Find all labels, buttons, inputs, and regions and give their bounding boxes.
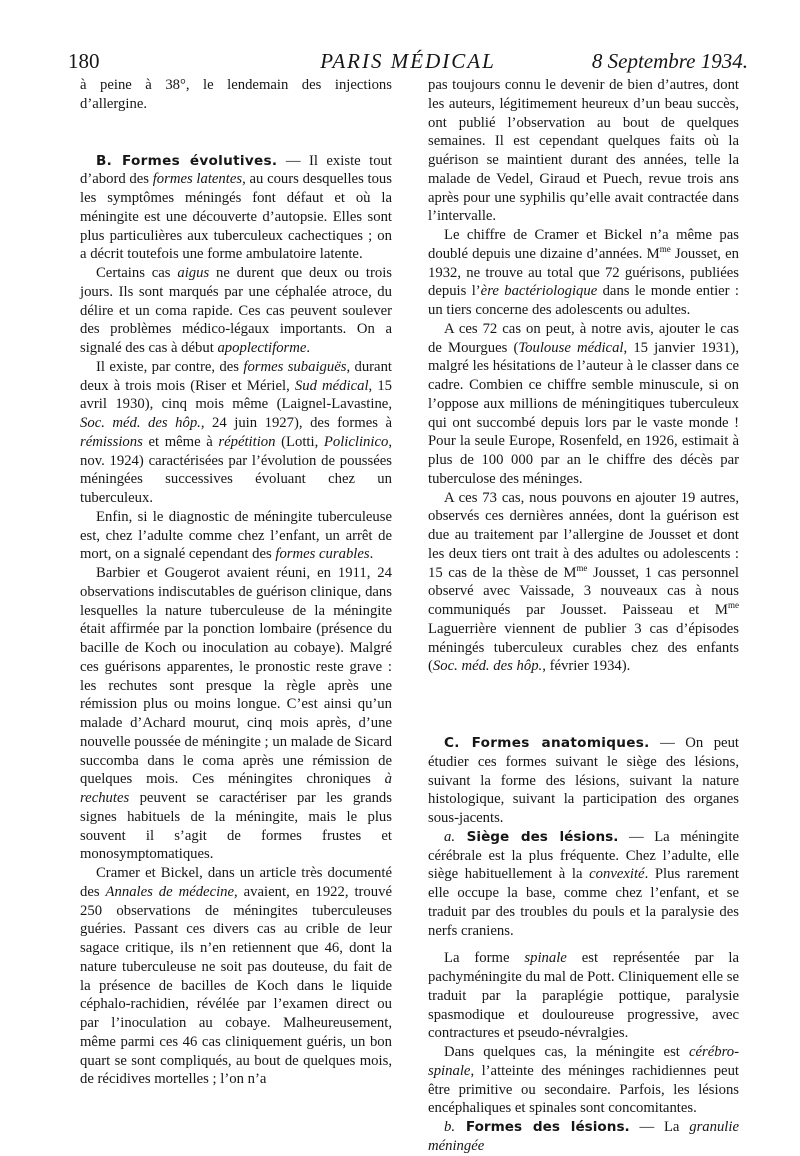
section-heading-formes-evolutives: B. Formes évolutives. — [96, 152, 278, 169]
page-number: 180 — [68, 49, 100, 73]
paragraph-formes-curables: Enfin, si le diagnostic de méningite tuberculeuse est, chez l’adulte comme chez l’enfant, un arrêt de mort, on a signalé cependant des formes curables. — [80, 508, 392, 563]
issue-date: 8 Septembre 1934. — [591, 49, 748, 73]
right-column — [428, 76, 739, 1156]
paragraph-forme-spinale: La forme spinale est représentée par la pachyméningite du mal de Pott. Cliniquement elle se traduit par la paraplégie pottique, paralysie spasmodique et douloureuse progressive, avec contractures et pseudo-névralgies. — [428, 950, 740, 1042]
paragraph-formes-evolutives: B. Formes évolutives. — Il existe tout d’abord des formes latentes, au cours desquelles tous les symptômes méningés font défaut et où la méningite est une découverte d’autopsie. Elles sont plus particulières aux tuberculeux cachectiques ; on a décrit toutefois une forme ambulatoire latente. — [80, 152, 392, 263]
running-header — [68, 48, 748, 76]
paragraph-barbier-gougerot: Barbier et Gougerot avaient réuni, en 1911, 24 observations indiscutables de guérison clinique, dans lesquelles la nature tuberculeuse de la méningite était affirmée par la ponction lombaire (présence du bacille de Koch ou inoculation au cobaye). Malgré ces guérisons apparentes, le pronostic reste grave : les rechutes sont presque la règle après une rémission plus ou moins longue. C’est ainsi qu’un malade d’Achard mourut, cinq mois après, d’une nouvelle poussée de méningite ; un malade de Sicard succomba dans le coma après une rémission de quelques mois. Ces méningites chroniques à rechutes peuvent se caractériser par les grands signes habituels de la méningite, mais le plus souvent il s’agit de formes frustes et monosymptomatiques. — [80, 565, 392, 863]
section-heading-formes-anatomiques: C. Formes anatomiques. — [444, 735, 650, 751]
paragraph-formes-anatomiques: C. Formes anatomiques. — On peut étudier ces formes suivant le siège des lésions, suivant la forme des lésions, suivant la nature histologique, suivant la participation des organes sous-jacents. — [428, 735, 739, 826]
paragraph-cas-aigus: Certains cas aigus ne durent que deux ou trois jours. Ils sont marqués par une céphalée atroce, du délire et un coma rapide. Ces cas peuvent soulever des problèmes médico-légaux importants. On a signalé des cas à début apoplectiforme. — [80, 265, 392, 356]
paragraph-formes-lesions: b. Formes des lésions. — La granulie méningée — [428, 1119, 739, 1154]
paragraph-cas-mourgues: A ces 72 cas on peut, à notre avis, ajouter le cas de Mourgues (Toulouse médical, 15 janvier 1931), malgré les hésitations de l’auteur à le classer dans ce cadre. Combien ce chiffre semble minuscule, si on l’oppose aux millions de méningitiques tuberculeux qui ont succombé depuis lors par le vaste monde ! Pour la seule Europe, Rosenfeld, en 1926, estimait à plus de 100 000 par an le chiffre des décès par tuberculose des méninges. — [428, 320, 739, 487]
paragraph-chiffre-cramer: Le chiffre de Cramer et Bickel n’a même pas doublé depuis une dizaine d’années. $M^{me}$ Jousset, en 1932, ne trouve au total que 72 guérisons, publiées depuis l’ère bactériologique dans le monde entier : un tiers concerne des adolescents ou adultes. — [428, 227, 739, 318]
paragraph-cerebro-spinale: Dans quelques cas, la méningite est cérébro-spinale, l’atteinte des méninges rachidiennes peut être primitive ou secondaire. Parfois, les lésions encéphaliques et spinales sont concomitantes. — [428, 1044, 739, 1117]
paragraph-73-cas: A ces 73 cas, nous pouvons en ajouter 19 autres, observés ces dernières années, dont la guérison est due au traitement par l’allergine de Jousset et dont les deux tiers ont trait à des adultes ou adolescents : 15 cas de la thèse de $M^{me}$ Jousset, 1 cas personnel observé avec Vaissade, 3 nouveaux cas à nous communiqués par Jousset. Paisseau et $M^{me}$ Laguerrière viennent de publier 3 cas d’épisodes méningés tuberculeux curables chez des enfants (Soc. méd. des hôp., février 1934). — [428, 489, 739, 675]
paragraph-siege-lesions: a. Siège des lésions. — La méningite cérébrale est la plus fréquente. Chez l’adulte, elle siège habituellement à la convexité. Plus rarement elle occupe la base, comme chez l’enfant, et se traduit par des troubles du pouls et la paralysie des nerfs craniens. — [428, 828, 739, 939]
paragraph-cramer-bickel: Cramer et Bickel, dans un article très documenté des Annales de médecine, avaient, en 1922, trouvé 250 observations de méningites tuberculeuses guéries. Passant ces divers cas au crible de leur sagace critique, ils n’en retiennent que 46, dont la nature tuberculeuse ne soit pas douteuse, du fait de la présence de bacilles de Koch dans le liquide céphalo-rachidien, révélée par l’examen direct ou par l’inoculation au cobaye. Malheureusement, même parmi ces 46 cas cliniquement guéris, un bon quart se sont compliqués, au bout de quelques mois, de récidives mortelles ; l’on n’a — [80, 865, 392, 1088]
subheading-siege-lesions: Siège des lésions. — [455, 828, 619, 845]
paragraph-formes-subaigues: Il existe, par contre, des formes subaiguës, durant deux à trois mois (Riser et Mériel, Sud médical, 15 avril 1930), cinq mois même (Laignel-Lavastine, Soc. méd. des hôp., 24 juin 1927), des formes à rémissions et même à répétition (Lotti, Policlinico, nov. 1924) caractérisées par l’évolution de poussées méningées successives évoluant chez un tuberculeux. — [80, 358, 393, 506]
subheading-formes-lesions: Formes des lésions. — [455, 1119, 630, 1135]
journal-title: PARIS MÉDICAL — [320, 49, 496, 73]
paragraph-devenir-continued: pas toujours connu le devenir de bien d’autres, dont les auteurs, légitimement heureux d’un beau succès, ont publié l’observation au bout de quelques semaines. Il est cependant quelques faits où la guérison se maintient durant des années, telle la malade de Vedel, Giraud et Puech, revue trois ans après pour une syphilis qu’elle avait contractée dans l’intervalle. — [428, 77, 739, 225]
left-column — [80, 76, 392, 1089]
paragraph-allergine-continued: à peine à 38°, le lendemain des injections d’allergine. — [80, 77, 392, 112]
